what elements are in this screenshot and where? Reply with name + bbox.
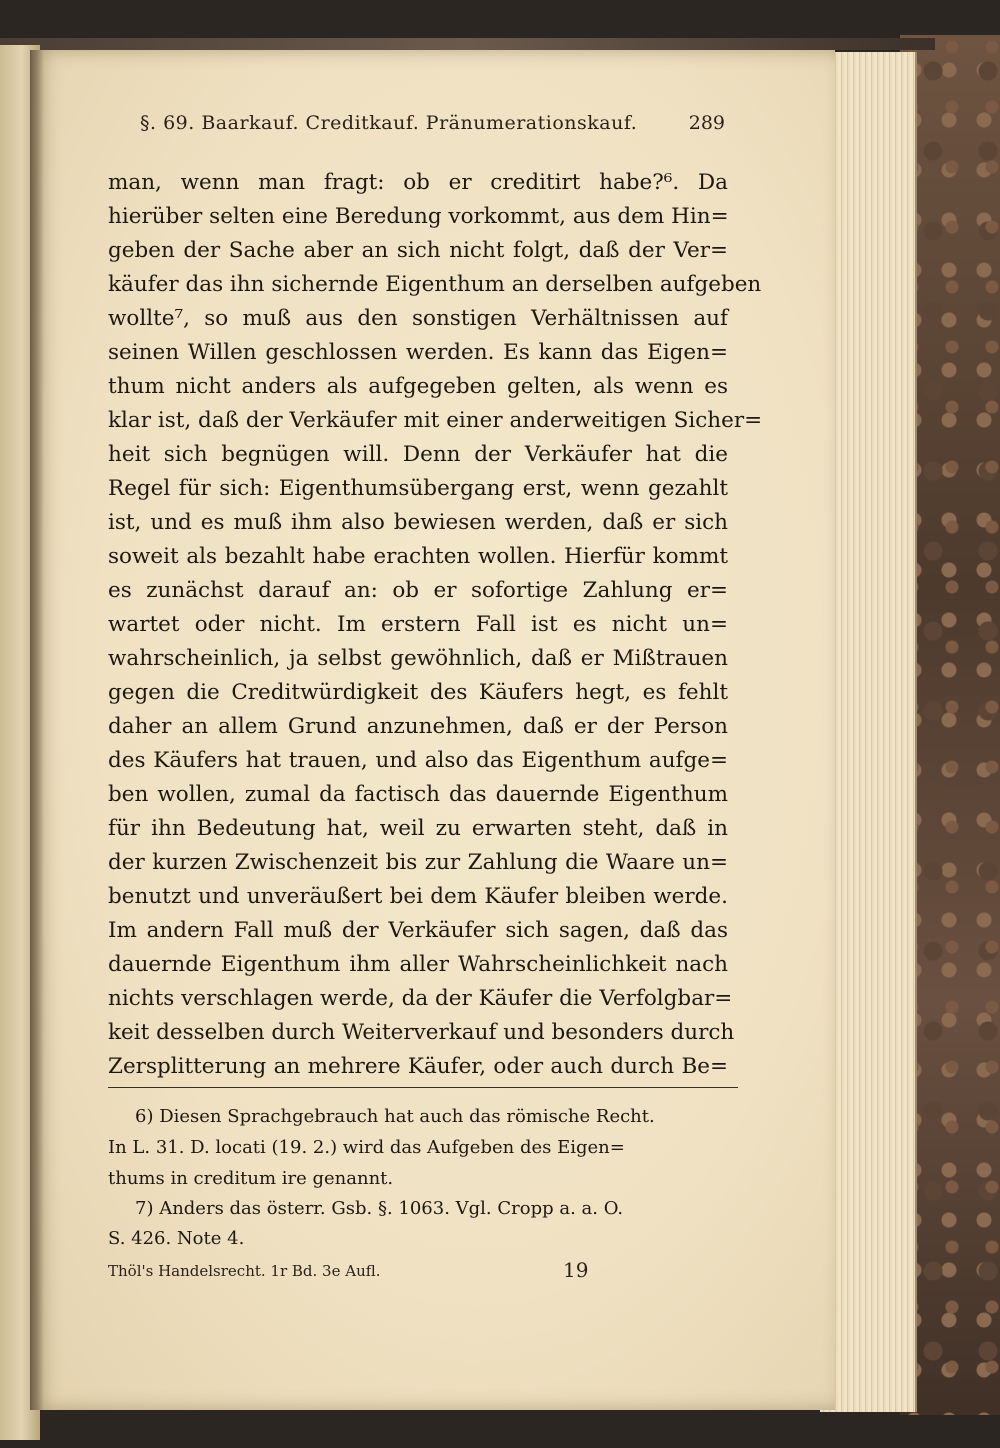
- text-line: ben wollen, zumal da factisch das dauernde Eigenthum: [108, 782, 728, 807]
- text-line: wollte⁷, so muß aus den sonstigen Verhältnissen auf: [108, 306, 728, 331]
- text-line: keit desselben durch Weiterverkauf und besonders durch: [108, 1020, 735, 1045]
- text-line: Regel für sich: Eigenthumsübergang erst, wenn gezahlt: [108, 476, 728, 501]
- text-line: daher an allem Grund anzunehmen, daß er der Person: [108, 714, 728, 739]
- text-line: der kurzen Zwischenzeit bis zur Zahlung die Waare un=: [108, 850, 728, 875]
- text-line: benutzt und unveräußert bei dem Käufer bleiben werde.: [108, 884, 728, 909]
- text-line: es zunächst darauf an: ob er sofortige Zahlung er=: [108, 578, 728, 603]
- text-line: geben der Sache aber an sich nicht folgt, daß der Ver=: [108, 238, 728, 263]
- text-line: heit sich begnügen will. Denn der Verkäufer hat die: [108, 442, 728, 467]
- running-header: [140, 112, 725, 148]
- page-number: 289: [688, 112, 725, 134]
- signature-line: Thöl's Handelsrecht. 1r Bd. 3e Aufl.: [108, 1262, 381, 1280]
- text-line: für ihn Bedeutung hat, weil zu erwarten steht, daß in: [108, 816, 728, 841]
- footnote-line: thums in creditum ire genannt.: [108, 1168, 394, 1189]
- text-line: seinen Willen geschlossen werden. Es kann das Eigen=: [108, 340, 728, 365]
- text-line: man, wenn man fragt: ob er creditirt habe?⁶. Da: [108, 170, 728, 195]
- text-line: ist, und es muß ihm also bewiesen werden, daß er sich: [108, 510, 728, 535]
- footnote-line: S. 426. Note 4.: [108, 1228, 245, 1249]
- text-line: Im andern Fall muß der Verkäufer sich sagen, daß das: [108, 918, 728, 943]
- footnote-line: 7) Anders das österr. Gsb. §. 1063. Vgl. Cropp a. a. O.: [135, 1198, 624, 1219]
- text-line: käufer das ihn sichernde Eigenthum an derselben aufgeben: [108, 272, 762, 297]
- text-line: dauernde Eigenthum ihm aller Wahrscheinlichkeit nach: [108, 952, 728, 977]
- text-line: wartet oder nicht. Im erstern Fall ist es nicht un=: [108, 612, 728, 637]
- text-line: des Käufers hat trauen, und also das Eigenthum aufge=: [108, 748, 728, 773]
- footnote-line: In L. 31. D. locati (19. 2.) wird das Aufgeben des Eigen=: [108, 1137, 625, 1158]
- signature-number: 19: [563, 1258, 589, 1282]
- text-line: hierüber selten eine Beredung vorkommt, aus dem Hin=: [108, 204, 729, 229]
- running-title: §. 69. Baarkauf. Creditkauf. Pränumerationskauf.: [140, 112, 638, 134]
- text-line: wahrscheinlich, ja selbst gewöhnlich, daß er Mißtrauen: [108, 646, 728, 671]
- text-line: nichts verschlagen werde, da der Käufer die Verfolgbar=: [108, 986, 733, 1011]
- text-line: thum nicht anders als aufgegeben gelten, als wenn es: [108, 374, 728, 399]
- book-top-edge: [0, 38, 935, 50]
- text-line: soweit als bezahlt habe erachten wollen. Hierfür kommt: [108, 544, 728, 569]
- footnote-rule: [108, 1087, 738, 1088]
- text-line: klar ist, daß der Verkäufer mit einer anderweitigen Sicher=: [108, 408, 763, 433]
- page-gutter: [30, 50, 44, 1410]
- text-line: Zersplitterung an mehrere Käufer, oder auch durch Be=: [108, 1054, 728, 1079]
- text-line: gegen die Creditwürdigkeit des Käufers hegt, es fehlt: [108, 680, 728, 705]
- footnote-line: 6) Diesen Sprachgebrauch hat auch das römische Recht.: [135, 1106, 655, 1127]
